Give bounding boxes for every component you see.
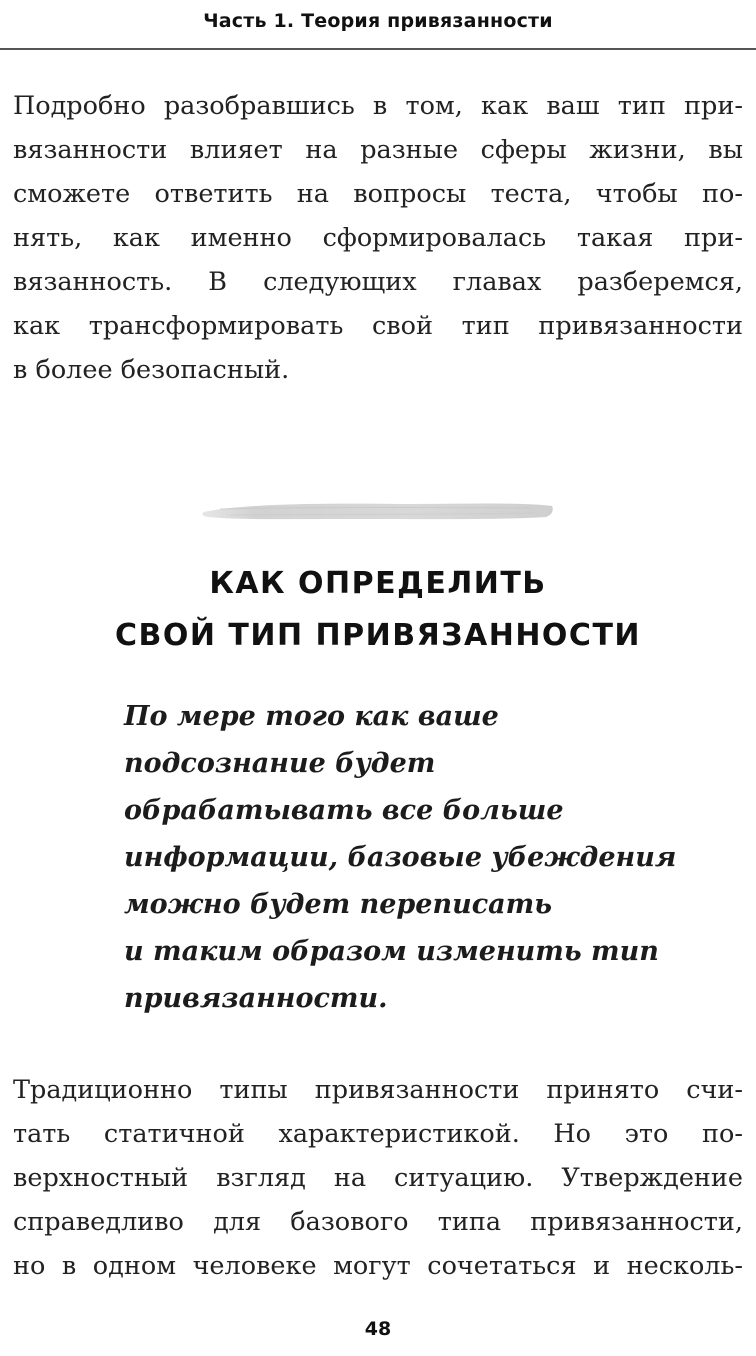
pull-quote — [124, 693, 724, 1022]
paragraph-line: в более безопасный. — [13, 355, 290, 385]
page-number: 48 — [364, 1318, 392, 1340]
paragraph-line: справедливо для базового типа привязанности, — [13, 1207, 743, 1237]
pull-quote-line: подсознание будет — [124, 748, 436, 779]
section-title — [0, 558, 756, 662]
paragraph-line: Подробно разобравшись в том, как ваш тип при- — [13, 91, 743, 121]
intro-paragraph — [13, 84, 743, 392]
paragraph-line: верхностный взгляд на ситуацию. Утверждение — [13, 1163, 743, 1193]
paragraph-line: тать статичной характеристикой. Но это по- — [13, 1119, 743, 1149]
paragraph-line: вязанность. В следующих главах разберемся, — [13, 267, 743, 297]
pull-quote-line: информации, базовые убеждения — [124, 842, 677, 873]
body-paragraph — [13, 1068, 743, 1288]
paragraph-line: сможете ответить на вопросы теста, чтобы по- — [13, 179, 743, 209]
pull-quote-line: По мере того как ваше — [124, 701, 499, 732]
paragraph-line: как трансформировать свой тип привязанности — [13, 311, 743, 341]
brush-stroke-divider — [200, 498, 555, 524]
section-title-line: СВОЙ ТИП ПРИВЯЗАННОСТИ — [114, 618, 642, 653]
header-rule — [0, 48, 756, 50]
pull-quote-line: и таким образом изменить тип — [124, 936, 659, 967]
pull-quote-line: можно будет переписать — [124, 889, 553, 920]
section-title-line: КАК ОПРЕДЕЛИТЬ — [209, 566, 547, 601]
paragraph-line: нять, как именно сформировалась такая при- — [13, 223, 743, 253]
paragraph-line: Традиционно типы привязанности принято счи- — [13, 1075, 743, 1105]
pull-quote-line: привязанности. — [124, 983, 388, 1014]
running-head: Часть 1. Теория привязанности — [203, 10, 553, 32]
paragraph-line: вязанности влияет на разные сферы жизни, вы — [13, 135, 743, 165]
pull-quote-line: обрабатывать все больше — [124, 795, 564, 826]
paragraph-line: но в одном человеке могут сочетаться и несколь- — [13, 1251, 743, 1281]
